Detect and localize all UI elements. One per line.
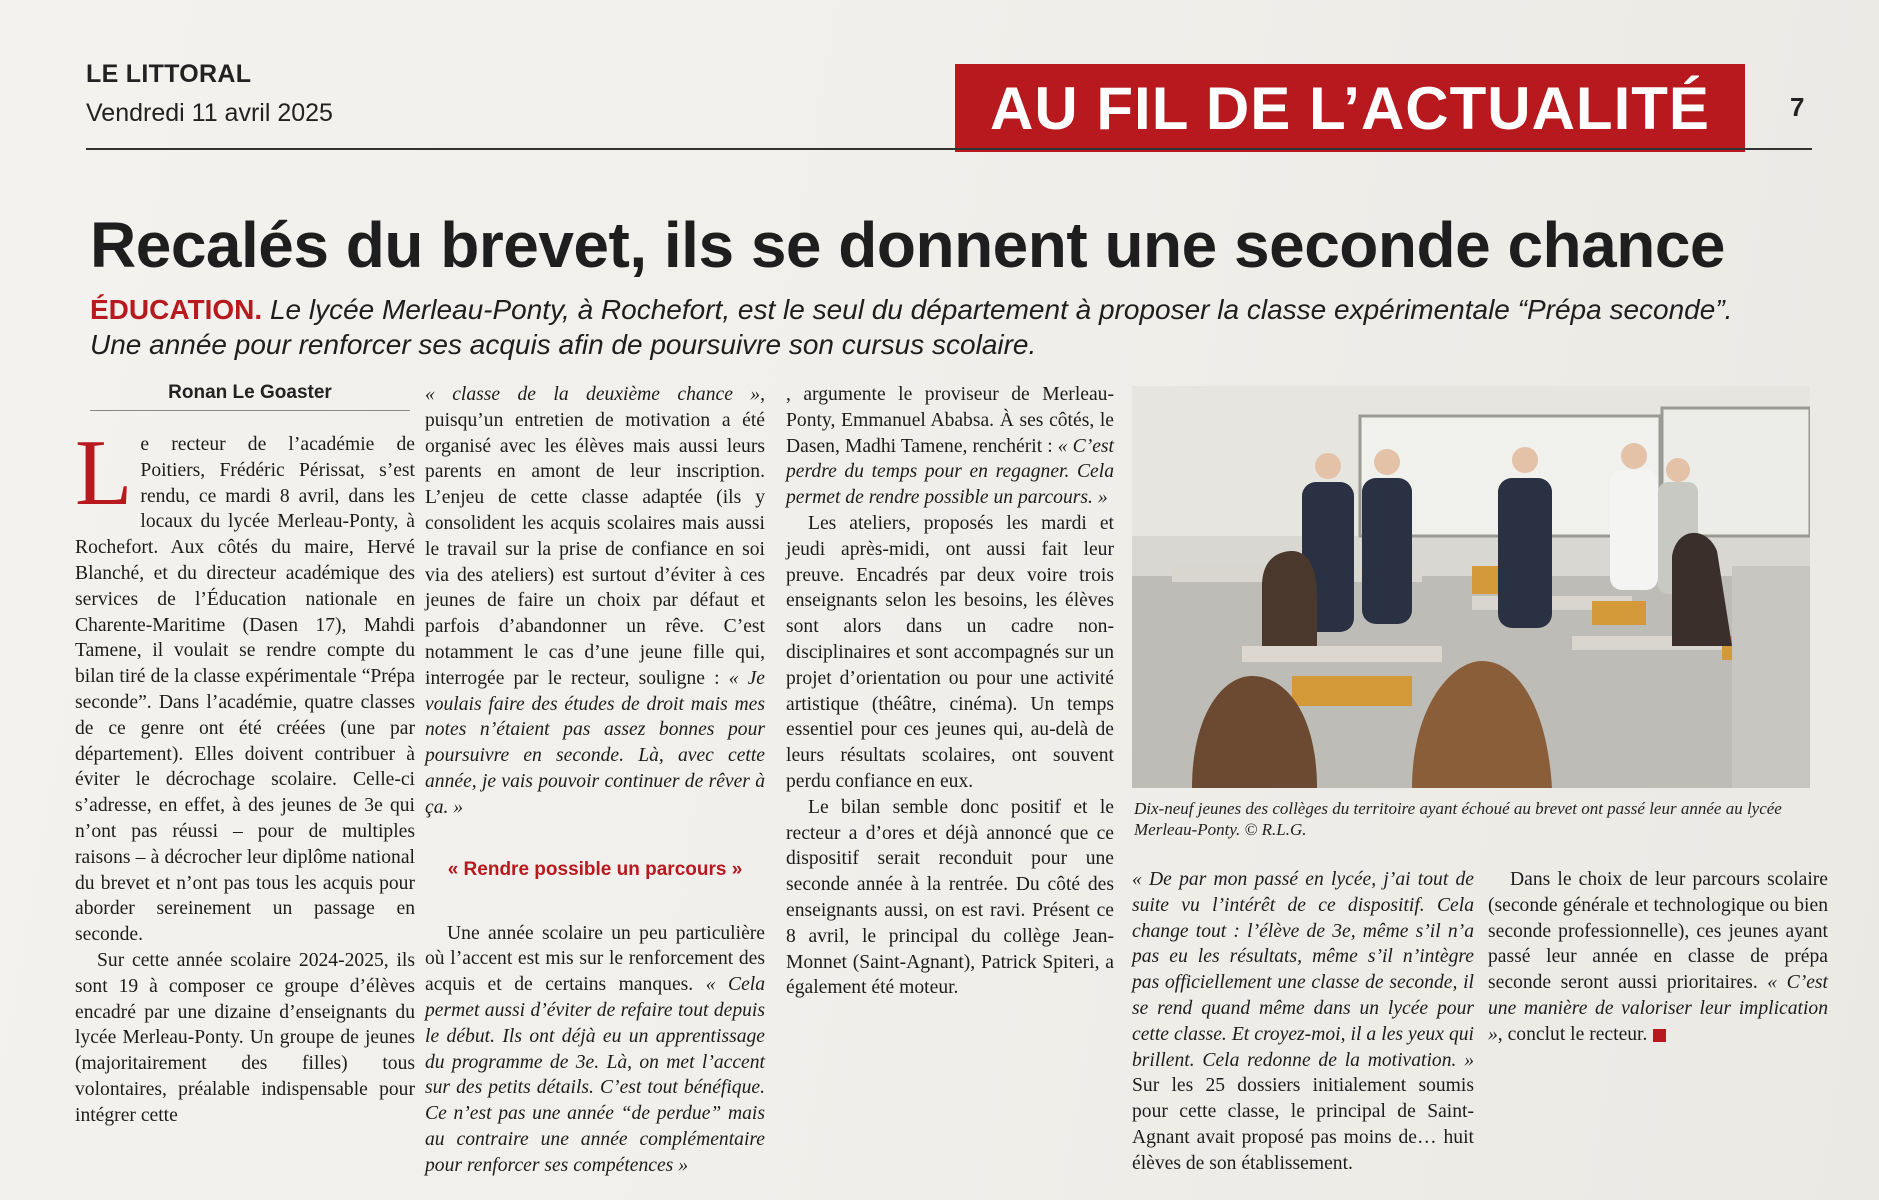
paragraph-continued [786, 382, 1114, 511]
paragraph [786, 795, 1114, 1001]
quote: « C’est une manière de valoriser leur implication » [1488, 972, 1828, 1045]
section-banner: AU FIL DE L’ACTUALITÉ [955, 64, 1745, 152]
paragraph-text: e recteur de l’académie de Poitiers, Frédéric Périssat, s’est rendu, ce mardi 8 avril, dans les locaux du lycée Merleau-Ponty, à Rochefort. Aux côtés du maire, Hervé Blanché, et du directeur académique des services de l’Éducation nationale en Charente-Maritime (Dasen 17), Mahdi Tamene, il voulait se rendre compte du bilan tiré de la classe expérimentale “Prépa seconde”. Dans l’académie, quatre classes de ce genre ont été créées (une par département). Elles doivent contribuer à éviter le décrochage scolaire. Celle-ci s’adresse, en effet, à des jeunes de 3e qui n’ont pas réussi – pour de multiples raisons – à décrocher leur diplôme national du brevet et n’ont pas tous les acquis pour aborder sereinement un passage en seconde. [75, 434, 415, 946]
article-standfirst [90, 292, 1790, 362]
paragraph-text: Sur les 25 dossiers initialement soumis pour cette classe, le principal de Saint-Agnant avait proposé pas moins de… huit élèves de son établissement. [1132, 1075, 1474, 1174]
paragraph-text: Une année scolaire un peu particulière où l’accent est mis sur le renforcement des acquis et de certains manques. [425, 922, 765, 996]
paragraph-text: , puisqu’un entretien de motivation a été organisé avec les élèves mais aussi leurs parents en amont de leur inscription. L’enjeu de cette classe adaptée (ils y consolident les acquis scolaires mais aussi le travail sur la prise de confiance en soi via des ateliers) est surtout d’éviter à ces jeunes de faire un choix par défaut et parfois d’abandonner un rêve. C’est notamment le cas d’une jeune fille qui, interrogée par le recteur, souligne : [425, 384, 765, 689]
paragraph-continued [425, 382, 765, 821]
drop-cap: L [75, 421, 133, 525]
paragraph-lead [75, 421, 415, 948]
quote: « classe de la deuxième chance » [425, 384, 761, 405]
paragraph-text: , conclut le recteur. [1497, 1023, 1648, 1045]
paragraph-text: Les ateliers, proposés les mardi et jeudi après-midi, ont aussi fait leur preuve. Encadrés par deux voire trois enseignants selon les besoins, les élèves sont alors dans un cadre non-disciplinaires et sont accompagnés sur un projet d’orientation ou pour une activité artistique (théâtre, cinéma). Un temps essentiel pour ces jeunes qui, au-delà de leurs résultats scolaires, ont souvent perdu confiance en eux. [786, 512, 1114, 792]
paragraph [786, 511, 1114, 795]
issue-date: Vendredi 11 avril 2025 [86, 99, 333, 127]
paper-name: LE LITTORAL [86, 60, 252, 88]
paragraph [75, 948, 415, 1129]
photo-caption: Dix-neuf jeunes des collèges du territoire ayant échoué au brevet ont passé leur année au lycée Merleau-Ponty. © R.L.G. [1134, 799, 1782, 839]
quote: « C’est perdre du temps pour en regagner. Cela permet de rendre possible un parcours. » [786, 435, 1114, 509]
article-column-1 [75, 421, 415, 1129]
quote: « De par mon passé en lycée, j’ai tout de suite vu l’intérêt de ce dispositif. Cela change tout : l’élève de 3e, même s’il n’a pas eu les résultats, même s’il n’intègre pas officiellement une classe de seconde, il se rend quand même dans un lycée pour cette classe. Et croyez-moi, il a les yeux qui brillent. Cela redonne de la motivation. » [1132, 869, 1474, 1071]
standfirst-text: Le lycée Merleau-Ponty, à Rochefort, est le seul du département à proposer la classe expérimentale “Prépa seconde”. Une année pour renforcer ses acquis afin de poursuivre son cursus scolaire. [90, 294, 1733, 360]
quote: « Cela permet aussi d’éviter de refaire tout depuis le début. Ils ont déjà eu un apprentissage du programme de 3e. Là, on met l’accent sur des petits détails. C’est tout bénéfique. Ce n’est pas une année “de perdue” mais au contraire une année complémentaire pour renforcer ses compétences » [425, 974, 766, 1176]
paragraph-text: , argumente le proviseur de Merleau-Ponty, Emmanuel Ababsa. À ses côtés, le Dasen, Madhi Tamene, renchérit : [786, 384, 1114, 457]
paragraph-text: Dans le choix de leur parcours scolaire (seconde générale et technologique ou bien seconde professionnelle), ces jeunes ayant passé leur année en classe de prépa seconde seront aussi prioritaires. [1488, 869, 1828, 994]
article-column-4 [1132, 867, 1474, 1177]
page-number: 7 [1790, 92, 1805, 122]
end-mark-icon [1653, 1029, 1666, 1042]
byline: Ronan Le Goaster [90, 382, 410, 411]
article-column-2 [425, 382, 765, 1179]
article-photo [1132, 386, 1810, 788]
article-subhead: « Rendre possible un parcours » [447, 858, 743, 880]
article-column-5 [1488, 867, 1828, 1048]
paragraph-continued [1132, 867, 1474, 1177]
paragraph-text: Le bilan semble donc positif et le recteur a d’ores et déjà annoncé que ce dispositif serait reconduit pour une seconde année à la rentrée. Du côté des enseignants aussi, on est ravi. Présent ce 8 avril, le principal du collège Jean-Monnet (Saint-Agnant), Patrick Spiteri, a également été moteur. [786, 796, 1114, 999]
quote: « Je voulais faire des études de droit mais mes notes n’étaient pas assez bonnes pour poursuivre en seconde. Là, avec cette année, je vais pouvoir continuer de rêver à ça. » [425, 667, 766, 818]
section-kicker: ÉDUCATION. [90, 294, 263, 325]
masthead [86, 60, 333, 128]
paragraph-text: Sur cette année scolaire 2024-2025, ils sont 19 à composer ce groupe d’élèves encadré par une dizaine d’enseignants du lycée Merleau-Ponty. Un groupe de jeunes (majoritairement des filles) tous volontaires, préalable indispensable pour intégrer cette [75, 949, 415, 1126]
header-rule [86, 148, 1812, 150]
byline-block [90, 382, 410, 411]
paragraph [425, 921, 765, 1179]
paragraph [1488, 867, 1828, 1048]
article-column-3 [786, 382, 1114, 1001]
classroom-photo [1132, 386, 1810, 788]
article-headline: Recalés du brevet, ils se donnent une seconde chance [90, 209, 1725, 281]
